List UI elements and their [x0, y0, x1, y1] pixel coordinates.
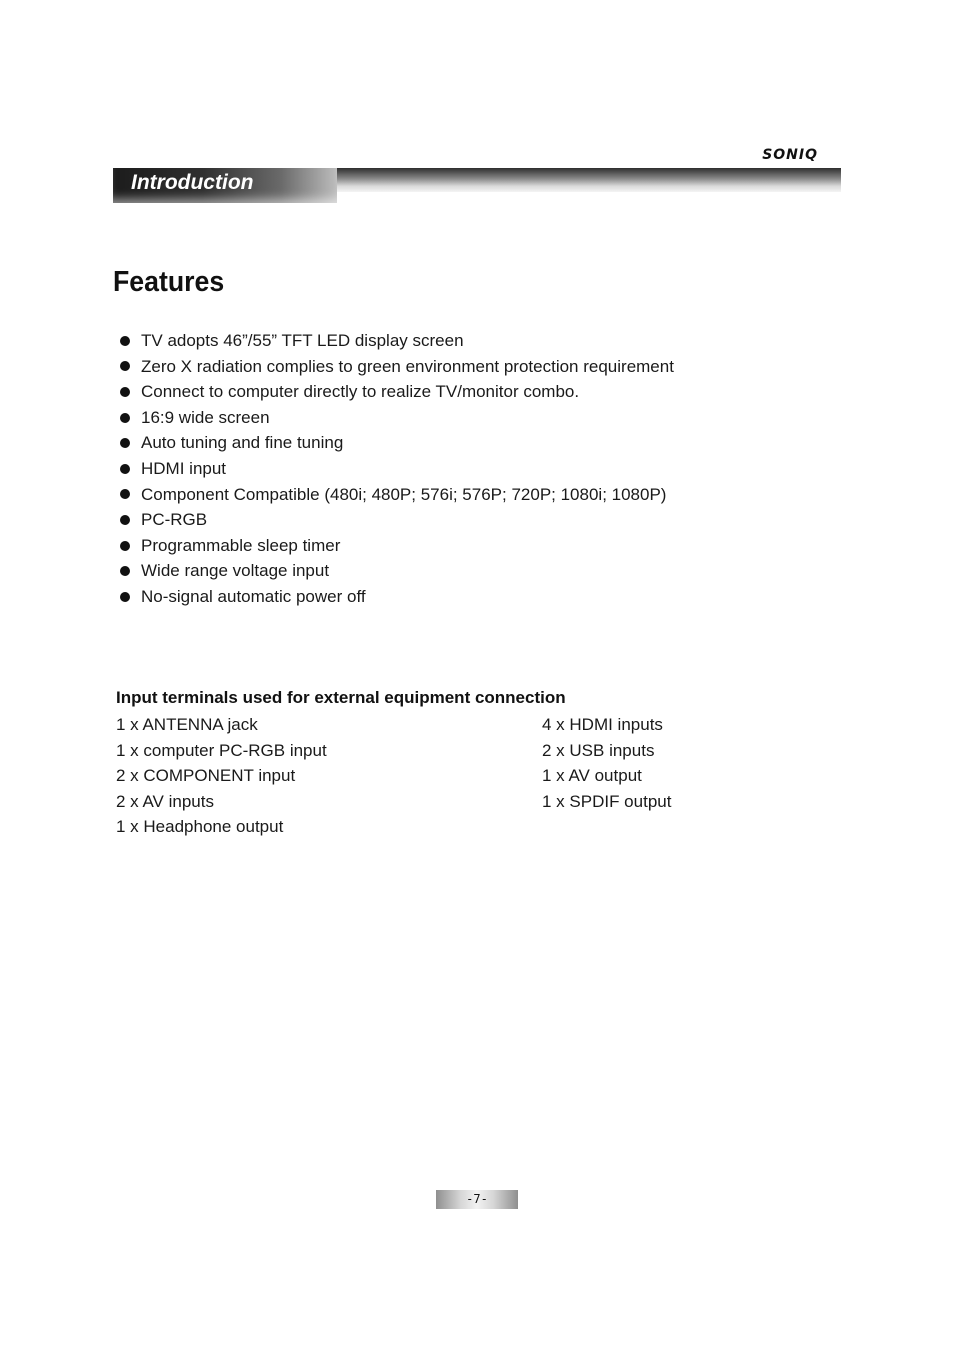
feature-text: Wide range voltage input — [141, 561, 330, 581]
bullet-icon — [120, 387, 130, 397]
bullet-icon — [120, 566, 130, 576]
feature-item — [120, 507, 674, 533]
feature-text: Connect to computer directly to realize TV/monitor combo. — [141, 382, 580, 402]
bullet-icon — [120, 489, 130, 499]
terminals-right-column — [542, 712, 671, 814]
feature-text: Programmable sleep timer — [141, 535, 341, 555]
feature-item — [120, 456, 674, 482]
bullet-icon — [120, 413, 130, 423]
terminal-item: 2 x USB inputs — [542, 740, 655, 760]
feature-item — [120, 558, 674, 584]
bullet-icon — [120, 464, 130, 474]
feature-text: No-signal automatic power off — [141, 586, 366, 606]
bullet-icon — [120, 438, 130, 448]
section-title: Introduction — [131, 171, 254, 194]
features-list — [120, 328, 674, 610]
terminals-heading: Input terminals used for external equipment connection — [116, 688, 566, 707]
feature-item — [120, 482, 674, 508]
page-number: -7- — [466, 1192, 488, 1206]
feature-item — [120, 533, 674, 559]
bullet-icon — [120, 515, 130, 525]
bullet-icon — [120, 592, 130, 602]
terminal-item: 1 x ANTENNA jack — [116, 715, 258, 734]
terminal-item: 4 x HDMI inputs — [542, 715, 663, 734]
terminal-item: 1 x AV output — [542, 766, 642, 786]
bullet-icon — [120, 541, 130, 551]
brand-logo: SONIQ — [762, 147, 818, 163]
feature-text: 16:9 wide screen — [141, 407, 270, 427]
terminal-item: 1 x computer PC-RGB input — [116, 740, 327, 760]
feature-text: PC-RGB — [141, 510, 208, 530]
page-title: Features — [113, 266, 225, 298]
terminal-item: 2 x AV inputs — [116, 791, 214, 811]
feature-text: HDMI input — [141, 458, 227, 478]
bullet-icon — [120, 361, 130, 371]
bullet-icon — [120, 336, 130, 346]
feature-item — [120, 354, 674, 380]
feature-item — [120, 584, 674, 610]
terminal-item: 2 x COMPONENT input — [116, 766, 296, 786]
feature-item — [120, 430, 674, 456]
feature-text: Zero X radiation complies to green environment protection requirement — [141, 356, 674, 376]
feature-item — [120, 405, 674, 431]
feature-text: Auto tuning and fine tuning — [141, 433, 344, 453]
terminals-left-column — [116, 712, 327, 840]
feature-text: Component Compatible (480i; 480P; 576i; 576P; 720P; 1080i; 1080P) — [141, 484, 667, 504]
terminal-item: 1 x SPDIF output — [542, 791, 672, 811]
feature-item — [120, 328, 674, 354]
terminal-item: 1 x Headphone output — [116, 817, 284, 837]
feature-item — [120, 379, 674, 405]
feature-text: TV adopts 46”/55” TFT LED display screen — [141, 331, 464, 350]
